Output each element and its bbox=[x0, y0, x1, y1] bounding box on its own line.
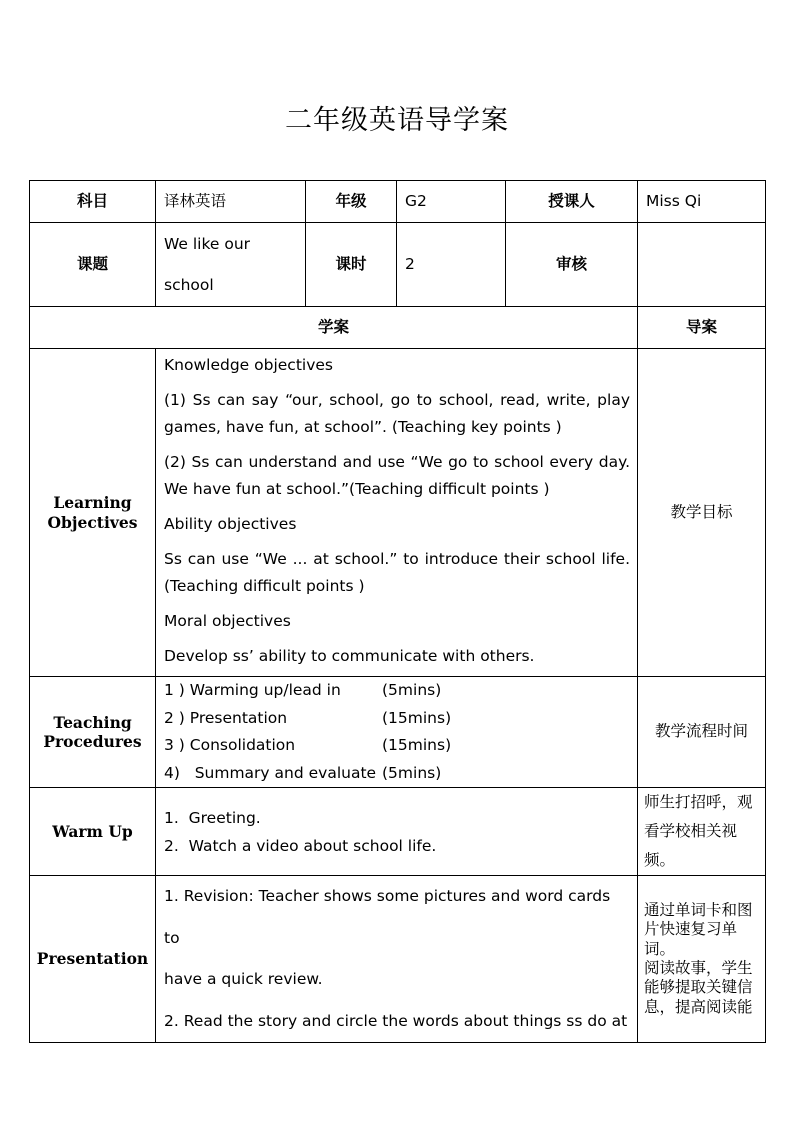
procedures-label-line2: Procedures bbox=[43, 732, 142, 751]
warm-up-label: Warm Up bbox=[30, 788, 156, 876]
knowledge-objective-1: (1) Ss can say “our, school, go to school, read, write, play games, have fun, at school”. (Teaching key points ) bbox=[164, 391, 630, 436]
topic-value-line2: school bbox=[164, 275, 214, 294]
procedures-label bbox=[30, 677, 156, 788]
warm-up-content bbox=[156, 788, 638, 876]
ability-objective-1: Ss can use “We ... at school.” to introduce their school life. (Teaching difficult points ) bbox=[164, 550, 630, 595]
period-label: 课时 bbox=[306, 223, 397, 307]
procedure-step-name: 2 ) Presentation bbox=[164, 708, 288, 727]
ability-heading: Ability objectives bbox=[164, 515, 297, 533]
warm-up-guide-line1: 师生打招呼，观 bbox=[644, 793, 753, 811]
presentation-guide-line3: 阅读故事，学生 bbox=[644, 959, 753, 977]
subject-value: 译林英语 bbox=[156, 181, 306, 223]
study-plan-header: 学案 bbox=[30, 307, 638, 349]
procedure-step bbox=[164, 732, 630, 760]
topic-value bbox=[156, 223, 306, 307]
moral-heading: Moral objectives bbox=[164, 612, 291, 630]
teacher-value: Miss Qi bbox=[638, 181, 766, 223]
procedures-content bbox=[156, 677, 638, 788]
knowledge-heading: Knowledge objectives bbox=[164, 356, 333, 374]
header-row-subject bbox=[30, 181, 766, 223]
procedures-guide: 教学流程时间 bbox=[638, 677, 766, 788]
review-label: 审核 bbox=[506, 223, 638, 307]
presentation-guide bbox=[638, 876, 766, 1043]
section-header-row bbox=[30, 307, 766, 349]
objectives-label bbox=[30, 349, 156, 677]
presentation-guide-line5: 息，提高阅读能 bbox=[644, 997, 753, 1016]
objectives-label-line1: Learning bbox=[53, 493, 132, 513]
objectives-label-line2: Objectives bbox=[47, 512, 138, 532]
presentation-guide-line1: 通过单词卡和图 bbox=[644, 900, 753, 919]
warm-up-item-2: 2. Watch a video about school life. bbox=[164, 836, 437, 855]
procedure-step bbox=[164, 677, 630, 705]
topic-label: 课题 bbox=[30, 223, 156, 307]
knowledge-objective-2: (2) Ss can understand and use “We go to school every day. We have fun at school.”(Teaching difficult points ) bbox=[164, 453, 630, 498]
teacher-label: 授课人 bbox=[506, 181, 638, 223]
procedures-row bbox=[30, 677, 766, 788]
document-title: 二年级英语导学案 bbox=[285, 105, 509, 136]
procedure-step bbox=[164, 760, 630, 788]
guide-plan-header: 导案 bbox=[638, 307, 766, 349]
presentation-line-3: 2. Read the story and circle the words about things ss do at bbox=[164, 1011, 628, 1030]
procedures-label-line1: Teaching bbox=[53, 712, 132, 732]
presentation-guide-line2: 片快速复习单词。 bbox=[644, 920, 738, 958]
warm-up-guide-line2: 看学校相关视频。 bbox=[644, 822, 738, 869]
procedure-step-name: 4) Summary and evaluate bbox=[164, 763, 377, 782]
header-row-topic bbox=[30, 223, 766, 307]
warm-up-item-1: 1. Greeting. bbox=[164, 808, 261, 827]
procedure-step-time: (15mins) bbox=[382, 708, 452, 727]
moral-objective-1: Develop ss’ ability to communicate with others. bbox=[164, 647, 535, 665]
grade-label: 年级 bbox=[306, 181, 397, 223]
presentation-line-2: have a quick review. bbox=[164, 970, 323, 988]
presentation-row bbox=[30, 876, 766, 1043]
presentation-label: Presentation bbox=[30, 876, 156, 1043]
topic-value-line1: We like our bbox=[164, 234, 251, 253]
objectives-row bbox=[30, 349, 766, 677]
procedure-step bbox=[164, 705, 630, 733]
procedure-step-time: (5mins) bbox=[382, 763, 442, 782]
grade-value: G2 bbox=[397, 181, 506, 223]
objectives-content bbox=[156, 349, 638, 677]
period-value: 2 bbox=[397, 223, 506, 307]
review-value bbox=[638, 223, 766, 307]
procedure-step-time: (5mins) bbox=[382, 681, 442, 699]
subject-label: 科目 bbox=[30, 181, 156, 223]
warm-up-guide bbox=[638, 788, 766, 876]
warm-up-row bbox=[30, 788, 766, 876]
procedure-step-name: 3 ) Consolidation bbox=[164, 736, 296, 754]
lesson-plan-table bbox=[29, 180, 766, 1043]
objectives-guide: 教学目标 bbox=[638, 349, 766, 677]
presentation-content bbox=[156, 876, 638, 1043]
procedure-step-name: 1 ) Warming up/lead in bbox=[164, 681, 341, 699]
presentation-line-1: 1. Revision: Teacher shows some pictures and word cards to bbox=[164, 887, 611, 947]
presentation-guide-line4: 能够提取关键信 bbox=[644, 978, 753, 997]
procedure-step-time: (15mins) bbox=[382, 736, 452, 754]
